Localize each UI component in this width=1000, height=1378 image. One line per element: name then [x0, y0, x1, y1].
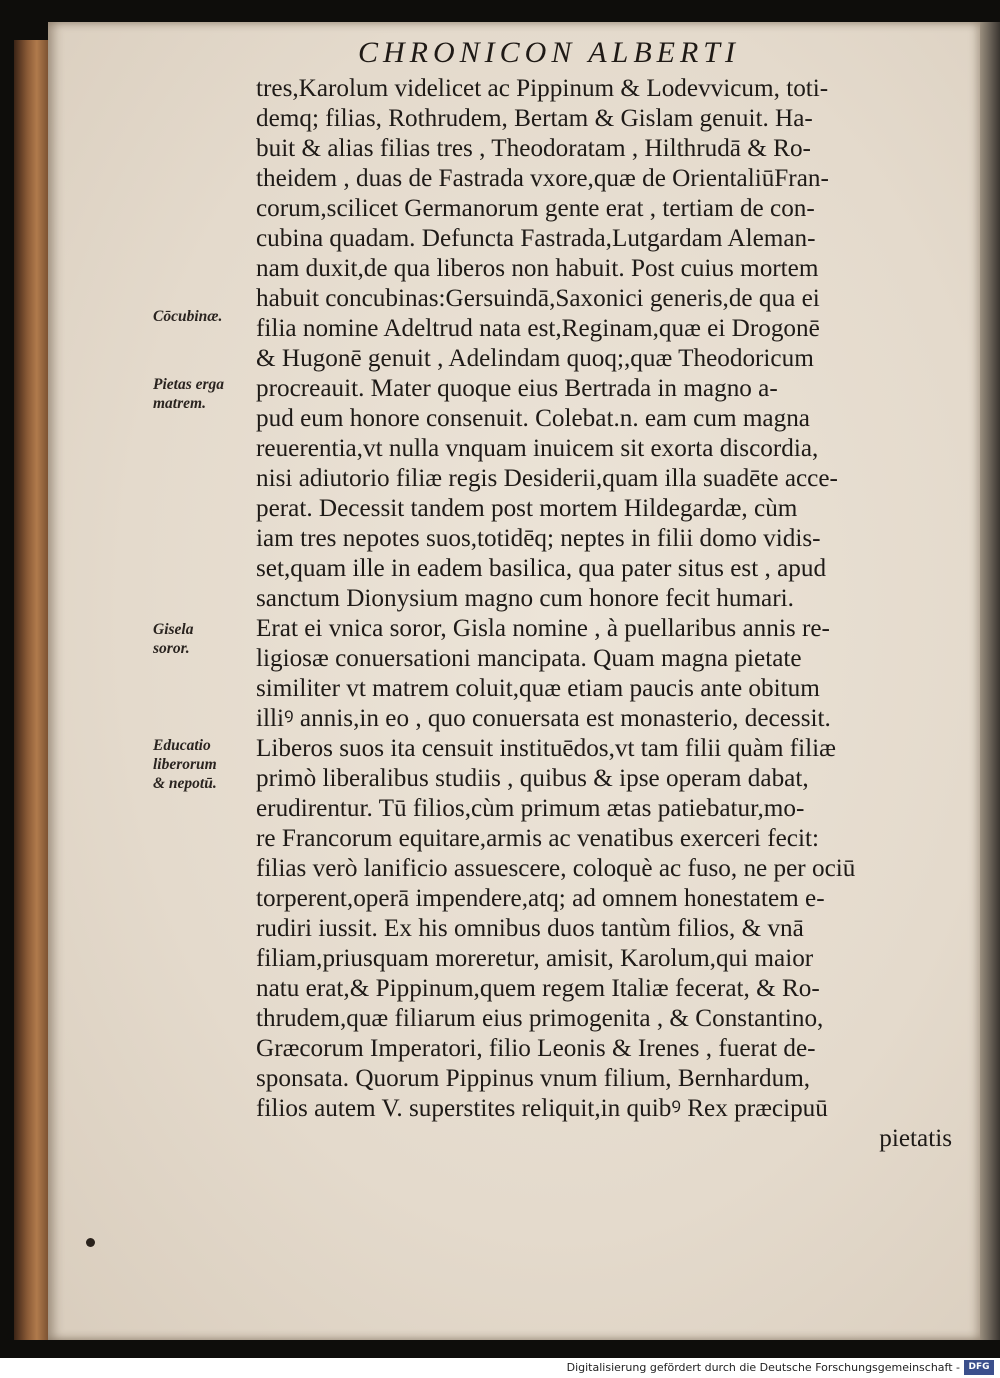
text-line: theidem , duas de Fastrada vxore,quæ de OrientaliūFran-	[256, 165, 829, 192]
catchword: pietatis	[879, 1125, 952, 1152]
binding-mark	[86, 1238, 95, 1247]
body-text	[256, 74, 952, 1154]
text-line: Græcorum Imperatori, filio Leonis & Irenes , fuerat de-	[256, 1035, 816, 1062]
margin-note-line: soror.	[153, 640, 190, 657]
text-line: filios autem V. superstites reliquit,in quibꝰ Rex præcipuū	[256, 1095, 828, 1122]
text-line: illiꝰ annis,in eo , quo conuersata est monasterio, decessit.	[256, 705, 831, 732]
footer-credit: Digitalisierung gefördert durch die Deutsche Forschungsgemeinschaft -	[566, 1361, 960, 1374]
text-line: re Francorum equitare,armis ac venatibus exerceri fecit:	[256, 825, 819, 852]
text-line: thrudem,quæ filiarum eius primogenita , & Constantino,	[256, 1005, 824, 1032]
footer-bar	[0, 1358, 1000, 1378]
text-line: ligiosæ conuersationi mancipata. Quam magna pietate	[256, 645, 802, 672]
text-line: corum,scilicet Germanorum gente erat , tertiam de con-	[256, 195, 815, 222]
text-line: filias verò lanificio assuescere, coloquè ac fuso, ne per ociū	[256, 855, 856, 882]
text-line: sponsata. Quorum Pippinus vnum filium, Bernhardum,	[256, 1065, 811, 1092]
text-line: & Hugonē genuit , Adelindam quoq;,quæ Theodoricum	[256, 345, 814, 372]
text-line: primò liberalibus studiis , quibus & ipse operam dabat,	[256, 765, 809, 792]
text-line: perat. Decessit tandem post mortem Hildegardæ, cùm	[256, 495, 798, 522]
margin-note-concubinae	[153, 307, 263, 326]
text-line: set,quam ille in eadem basilica, qua pater situs est , apud	[256, 555, 827, 582]
text-line: Erat ei vnica soror, Gisla nomine , à puellaribus annis re-	[256, 615, 830, 642]
text-line: erudirentur. Tū filios,cùm primum ætas patiebatur,mo-	[256, 795, 805, 822]
text-line: Liberos suos ita censuit instituēdos,vt tam filii quàm filiæ	[256, 735, 836, 762]
margin-note-line: Cōcubinæ.	[153, 308, 223, 325]
dfg-logo: DFG	[964, 1360, 994, 1375]
margin-note-line: Pietas erga	[153, 376, 225, 393]
margin-note-line: Educatio	[153, 737, 211, 754]
page-edge	[980, 22, 1000, 1340]
text-line: demq; filias, Rothrudem, Bertam & Gislam genuit. Ha-	[256, 105, 813, 132]
margin-note-pietas	[153, 375, 263, 413]
text-line: filiam,priusquam moreretur, amisit, Karolum,qui maior	[256, 945, 814, 972]
text-line: procreauit. Mater quoque eius Bertrada in magno a-	[256, 375, 778, 402]
text-line: cubina quadam. Defuncta Fastrada,Lutgardam Aleman-	[256, 225, 816, 252]
text-line: sanctum Dionysium magno cum honore fecit humari.	[256, 585, 794, 612]
text-line: filia nomine Adeltrud nata est,Reginam,quæ ei Drogonē	[256, 315, 820, 342]
book-spine	[14, 40, 52, 1340]
text-line: pud eum honore consenuit. Colebat.n. eam cum magna	[256, 405, 810, 432]
running-title: CHRONICON ALBERTI	[358, 36, 740, 69]
text-line: rudiri iussit. Ex his omnibus duos tantùm filios, & vnā	[256, 915, 804, 942]
margin-note-line: Gisela	[153, 621, 194, 638]
margin-note-line: liberorum	[153, 756, 217, 773]
text-line: nam duxit,de qua liberos non habuit. Post cuius mortem	[256, 255, 819, 282]
text-line: buit & alias filias tres , Theodoratam , Hilthrudā & Ro-	[256, 135, 811, 162]
text-line: tres,Karolum videlicet ac Pippinum & Lodevvicum, toti-	[256, 75, 829, 102]
text-line: iam tres nepotes suos,totidēq; neptes in filii domo vidis-	[256, 525, 821, 552]
text-line: similiter vt matrem coluit,quæ etiam paucis ante obitum	[256, 675, 820, 702]
margin-note-gisela	[153, 620, 263, 658]
text-line: natu erat,& Pippinum,quem regem Italiæ fecerat, & Ro-	[256, 975, 820, 1002]
text-line: habuit concubinas:Gersuindā,Saxonici generis,de qua ei	[256, 285, 820, 312]
text-line: torperent,operā impendere,atq; ad omnem honestatem e-	[256, 885, 825, 912]
margin-note-line: & nepotū.	[153, 775, 217, 792]
margin-note-educatio	[153, 736, 263, 793]
margin-note-line: matrem.	[153, 395, 206, 412]
text-line: nisi adiutorio filiæ regis Desiderii,quam illa suadēte acce-	[256, 465, 838, 492]
text-line: reuerentia,vt nulla vnquam inuicem sit exorta discordia,	[256, 435, 819, 462]
